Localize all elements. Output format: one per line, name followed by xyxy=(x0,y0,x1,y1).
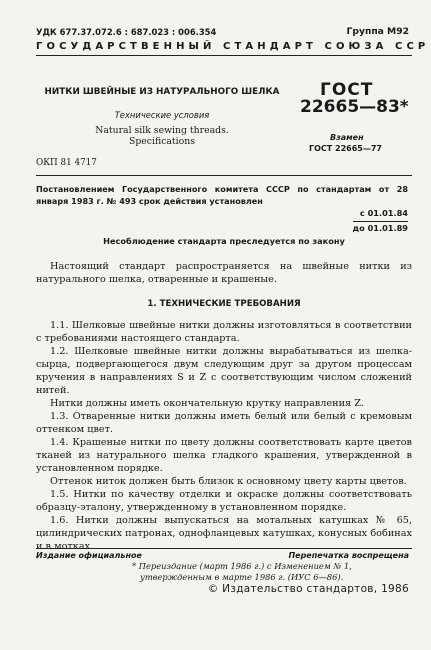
document-title: НИТКИ ШВЕЙНЫЕ ИЗ НАТУРАЛЬНОГО ШЕЛКА xyxy=(44,87,280,97)
udk-code: УДК 677.37.072.6 : 687.023 : 006.354 xyxy=(36,27,217,37)
paragraph-1-4: 1.4. Крашеные нитки по цвету должны соответствовать карте цветов тканей из натурального шелка гладкого крашения, утвержденной в установленном порядке. xyxy=(36,437,412,474)
section-heading: 1. ТЕХНИЧЕСКИЕ ТРЕБОВАНИЯ xyxy=(147,299,301,309)
reissue-line2: утвержденным в марте 1986 г. (ИУС 6—86). xyxy=(140,572,344,582)
group-code: Группа М92 xyxy=(346,26,409,37)
official-edition: Издание официальное xyxy=(36,551,142,560)
gost-label: ГОСТ xyxy=(320,80,374,100)
decree-rule xyxy=(36,175,412,176)
date-to: до 01.01.89 xyxy=(352,223,408,233)
replace-label: Взамен xyxy=(330,133,364,142)
paragraph-1-2: 1.2. Шелковые швейные нитки должны вырабатываться из шелка-сырца, подвергающегося двум следующим друг за другом процессам кручения в направлениях S и Z с соответствующим числом сложений нитей. xyxy=(36,346,412,396)
intro-paragraph xyxy=(36,260,412,286)
footer-rule xyxy=(36,548,412,549)
copyright: © Издательство стандартов, 1986 xyxy=(207,583,409,595)
okp-code: ОКП 81 4717 xyxy=(36,158,97,168)
replace-value: ГОСТ 22665—77 xyxy=(309,144,382,153)
english-title-line2: Specifications xyxy=(128,136,196,147)
standard-title: ГОСУДАРСТВЕННЫЙ СТАНДАРТ СОЮЗА ССР xyxy=(36,41,430,52)
paragraph-1-3: 1.3. Отваренные нитки должны иметь белый или белый с кремовым оттенком цвет. xyxy=(36,411,412,435)
date-from: с 01.01.84 xyxy=(359,208,408,218)
paragraph-twist: Нитки должны иметь окончательную крутку направления Z. xyxy=(50,398,364,409)
paragraph-shade: Оттенок ниток должен быть близок к основному цвету карты цветов. xyxy=(50,476,407,487)
english-title xyxy=(36,125,288,147)
reprint-prohibited: Перепечатка воспрещена xyxy=(288,551,409,560)
paragraph-1-1: 1.1. Шелковые швейные нитки должны изготовляться в соответствии с требованиями настоящего стандарта. xyxy=(36,320,412,344)
header-rule xyxy=(36,55,412,56)
english-title-line1: Natural silk sewing threads. xyxy=(95,125,229,136)
intro-text: Настоящий стандарт распространяется на швейные нитки из натурального шелка, отваренные и крашеные. xyxy=(36,261,412,285)
decree-text: Постановлением Государственного комитета СССР по стандартам от 28 января 1983 г. № 493 срок действия установлен xyxy=(36,184,408,206)
reissue-line1: * Переиздание (март 1986 г.) с Изменением № 1, xyxy=(132,561,352,571)
requirements-body xyxy=(36,319,412,553)
law-warning: Несоблюдение стандарта преследуется по закону xyxy=(103,236,345,246)
paragraph-1-6: 1.6. Нитки должны выпускаться на мотальных катушках № 65, цилиндрических патронах, однофланцевых катушках, конусных бобинах и в мотках. xyxy=(36,515,412,552)
document-subtitle: Технические условия xyxy=(114,110,210,120)
reissue-note xyxy=(132,561,402,583)
paragraph-1-5: 1.5. Нитки по качеству отделки и окраске должны соответствовать образцу-эталону, утвержденному в установленном порядке. xyxy=(36,489,412,513)
gost-number: 22665—83* xyxy=(300,97,409,117)
